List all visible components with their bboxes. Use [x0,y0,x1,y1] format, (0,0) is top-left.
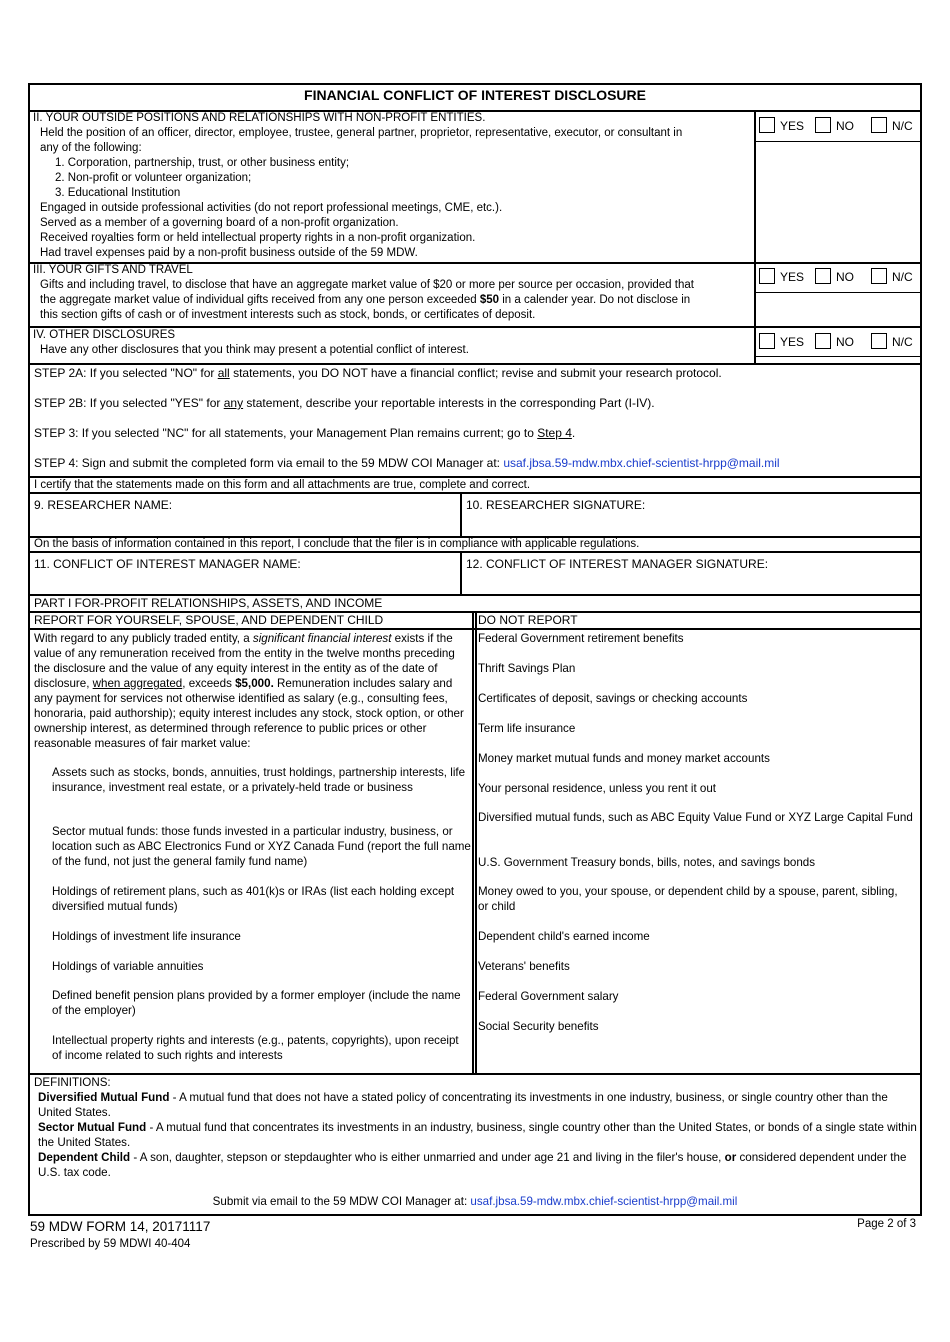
list-item: 1. Corporation, partnership, trust, or other business entity; [55,157,350,169]
part1-heading: PART I FOR-PROFIT RELATIONSHIPS, ASSETS, AND INCOME [34,596,383,610]
report-column [34,631,470,751]
section-4 [33,328,753,358]
section-3-text: this section gifts of cash or of investment interests such as stock, bonds, or certificates of deposit. [40,309,536,321]
do-not-report-item: Certificates of deposit, savings or checking accounts [478,692,748,705]
report-item: Sector mutual funds: those funds invested in a particular industry, business, or location such as ABC Electronics Fund or XYZ Canada Fund (report the full name of the fund, not just the general family fund name) [52,825,471,868]
submit-email-link[interactable]: usaf.jbsa.59-mdw.mbx.chief-scientist-hrpp@mail.mil [470,1195,738,1208]
do-not-report-item: Dependent child's earned income [478,930,650,943]
coi-manager-signature-label: 12. CONFLICT OF INTEREST MANAGER SIGNATURE: [466,557,769,571]
options-divider [754,292,922,293]
page-number: Page 2 of 3 [857,1218,916,1230]
instructions-steps [34,366,914,471]
definition-sector-fund: Sector Mutual Fund - A mutual fund that concentrates its investments in an industry, business, single country other than the United States, or bonds of a single state within the United States. [38,1121,917,1149]
section-2-no-option[interactable]: NO [815,117,854,134]
do-not-report-item: Thrift Savings Plan [478,662,576,675]
researcher-signature-label: 10. RESEARCHER SIGNATURE: [466,498,646,512]
section-2-text: Held the position of an officer, director, employee, trustee, general partner, proprietor, representative, executor, or consultant in [40,127,683,139]
section-3-no-option[interactable]: NO [815,268,854,285]
researcher-name-label: 9. RESEARCHER NAME: [34,498,173,512]
checkbox[interactable] [759,333,775,349]
checkbox[interactable] [815,333,831,349]
list-item: 2. Non-profit or volunteer organization; [55,172,252,184]
form-number: 59 MDW FORM 14, 20171117 [30,1219,211,1234]
section-2-text: Served as a member of a governing board of a non-profit organization. [40,217,399,229]
checkbox[interactable] [871,117,887,133]
coi-manager-name-label: 11. CONFLICT OF INTEREST MANAGER NAME: [34,557,301,571]
definitions [34,1075,918,1180]
section-3-text: the aggregate market value of individual gifts received from any one person exceeded $50 in a calender year. Do not disclose in [40,294,691,306]
checkbox[interactable] [871,333,887,349]
section-3-yes-option[interactable]: YES [759,268,804,285]
list-item: 3. Educational Institution [55,187,181,199]
definition-dependent-child: Dependent Child - A son, daughter, stepson or stepdaughter who is either unmarried and under age 21 and living in the filer's house, or considered dependent under the U.S. tax code. [38,1151,907,1179]
options-divider [754,356,922,357]
section-4-no-option[interactable]: NO [815,333,854,350]
step-2a: STEP 2A: If you selected "NO" for all statements, you DO NOT have a financial conflict; revise and submit your research protocol. [34,366,722,380]
definitions-heading: DEFINITIONS: [34,1076,111,1089]
checkbox[interactable] [759,268,775,284]
section-4-yes-option[interactable]: YES [759,333,804,350]
do-not-report-item: Term life insurance [478,722,576,735]
do-not-report-item: Money market mutual funds and money market accounts [478,752,770,765]
report-item: Defined benefit pension plans provided by a former employer (include the name of the employer) [52,989,461,1017]
report-item: Holdings of retirement plans, such as 401(k)s or IRAs (list each holding except diversified mutual funds) [52,885,455,913]
report-item: Holdings of variable annuities [52,960,204,973]
certify-statement: I certify that the statements made on this form and all attachments are true, complete and correct. [34,479,531,491]
section-2-text: any of the following: [40,142,142,154]
section-2-heading: II. YOUR OUTSIDE POSITIONS AND RELATIONSHIPS WITH NON-PROFIT ENTITIES. [33,112,486,124]
submit-instruction: Submit via email to the 59 MDW COI Manager at: usaf.jbsa.59-mdw.mbx.chief-scientist-hrpp@mail.mil [212,1195,738,1208]
divider [28,363,922,365]
significant-interest-text: With regard to any publicly traded entity, a significant financial interest exists if the value of any remuneration received from the entity in the twelve months preceding the disclosure and the value of any equity interest in the entity as of the date of disclosure, when aggregated, exceeds $5,000. Remuneration includes salary and any payment for services not otherwise identified as salary (e.g., consulting fees, honoraria, paid authorship); equity interest includes any stock, stock option, or other ownership interest, as determined through reference to public prices or other reasonable measures of fair market value: [34,632,464,750]
part1-column-divider [472,611,474,1074]
checkbox[interactable] [759,117,775,133]
report-column-heading: REPORT FOR YOURSELF, SPOUSE, AND DEPENDENT CHILD [34,613,384,627]
coi-email-link[interactable]: usaf.jbsa.59-mdw.mbx.chief-scientist-hrpp@mail.mil [503,456,780,470]
section-3 [33,263,753,323]
do-not-report-item: Your personal residence, unless you rent it out [478,782,717,795]
section-2-yes-option[interactable]: YES [759,117,804,134]
section-2-text: Received royalties form or held intellectual property rights in a non-profit organization. [40,232,476,244]
report-item: Intellectual property rights and interests (e.g., patents, copyrights), upon receipt of income related to such rights and interests [52,1034,459,1062]
do-not-report-item: Veterans' benefits [478,960,570,973]
form-title: FINANCIAL CONFLICT OF INTEREST DISCLOSURE [304,87,646,103]
section-4-text: Have any other disclosures that you think may present a potential conflict of interest. [40,344,469,356]
do-not-report-item: Social Security benefits [478,1020,599,1033]
section-3-text: Gifts and including travel, to disclose that have an aggregate market value of $20 or more per source per occasion, provided that [40,279,694,291]
do-not-report-item: Federal Government salary [478,990,619,1003]
section-2 [33,111,753,261]
do-not-report-heading: DO NOT REPORT [478,613,578,627]
section-2-text: Had travel expenses paid by a non-profit business outside of the 59 MDW. [40,247,418,259]
checkbox[interactable] [871,268,887,284]
do-not-report-item: Diversified mutual funds, such as ABC Equity Value Fund or XYZ Large Capital Fund [478,811,913,824]
report-item: Holdings of investment life insurance [52,930,241,943]
section-4-nc-option[interactable]: N/C [871,333,913,350]
section-4-heading: IV. OTHER DISCLOSURES [33,329,176,341]
checkbox[interactable] [815,117,831,133]
compliance-statement: On the basis of information contained in this report, I conclude that the filer is in compliance with applicable regulations. [34,538,640,550]
signature-divider [460,492,462,537]
section-3-nc-option[interactable]: N/C [871,268,913,285]
options-column-divider [754,110,756,364]
step-2b: STEP 2B: If you selected "YES" for any statement, describe your reportable interests in the corresponding Part (I-IV). [34,396,655,410]
report-item: Assets such as stocks, bonds, annuities, trust holdings, partnership interests, life insurance, investment real estate, or a privately-held trade or business [52,766,466,794]
section-2-text: Engaged in outside professional activities (do not report professional meetings, CME, etc.). [40,202,503,214]
prescribed-by: Prescribed by 59 MDWI 40-404 [30,1238,191,1250]
step-4: STEP 4: Sign and submit the completed form via email to the 59 MDW COI Manager at: usaf.jbsa.59-mdw.mbx.chief-scientist-hrpp@mail.mil [34,456,780,470]
do-not-report-item: Money owed to you, your spouse, or dependent child by a spouse, parent, sibling, or child [478,885,898,913]
step-3: STEP 3: If you selected "NC" for all statements, your Management Plan remains current; go to Step 4. [34,426,576,440]
section-2-nc-option[interactable]: N/C [871,117,913,134]
signature-divider [460,551,462,595]
section-3-heading: III. YOUR GIFTS AND TRAVEL [33,264,193,276]
do-not-report-item: U.S. Government Treasury bonds, bills, notes, and savings bonds [478,856,816,869]
do-not-report-item: Federal Government retirement benefits [478,632,684,645]
checkbox[interactable] [815,268,831,284]
definition-diversified-fund: Diversified Mutual Fund - A mutual fund that does not have a stated policy of concentrating its investments in one industry, business, or single country other than the United States. [38,1091,888,1119]
options-divider [754,141,922,142]
part1-column-divider [475,611,477,1074]
